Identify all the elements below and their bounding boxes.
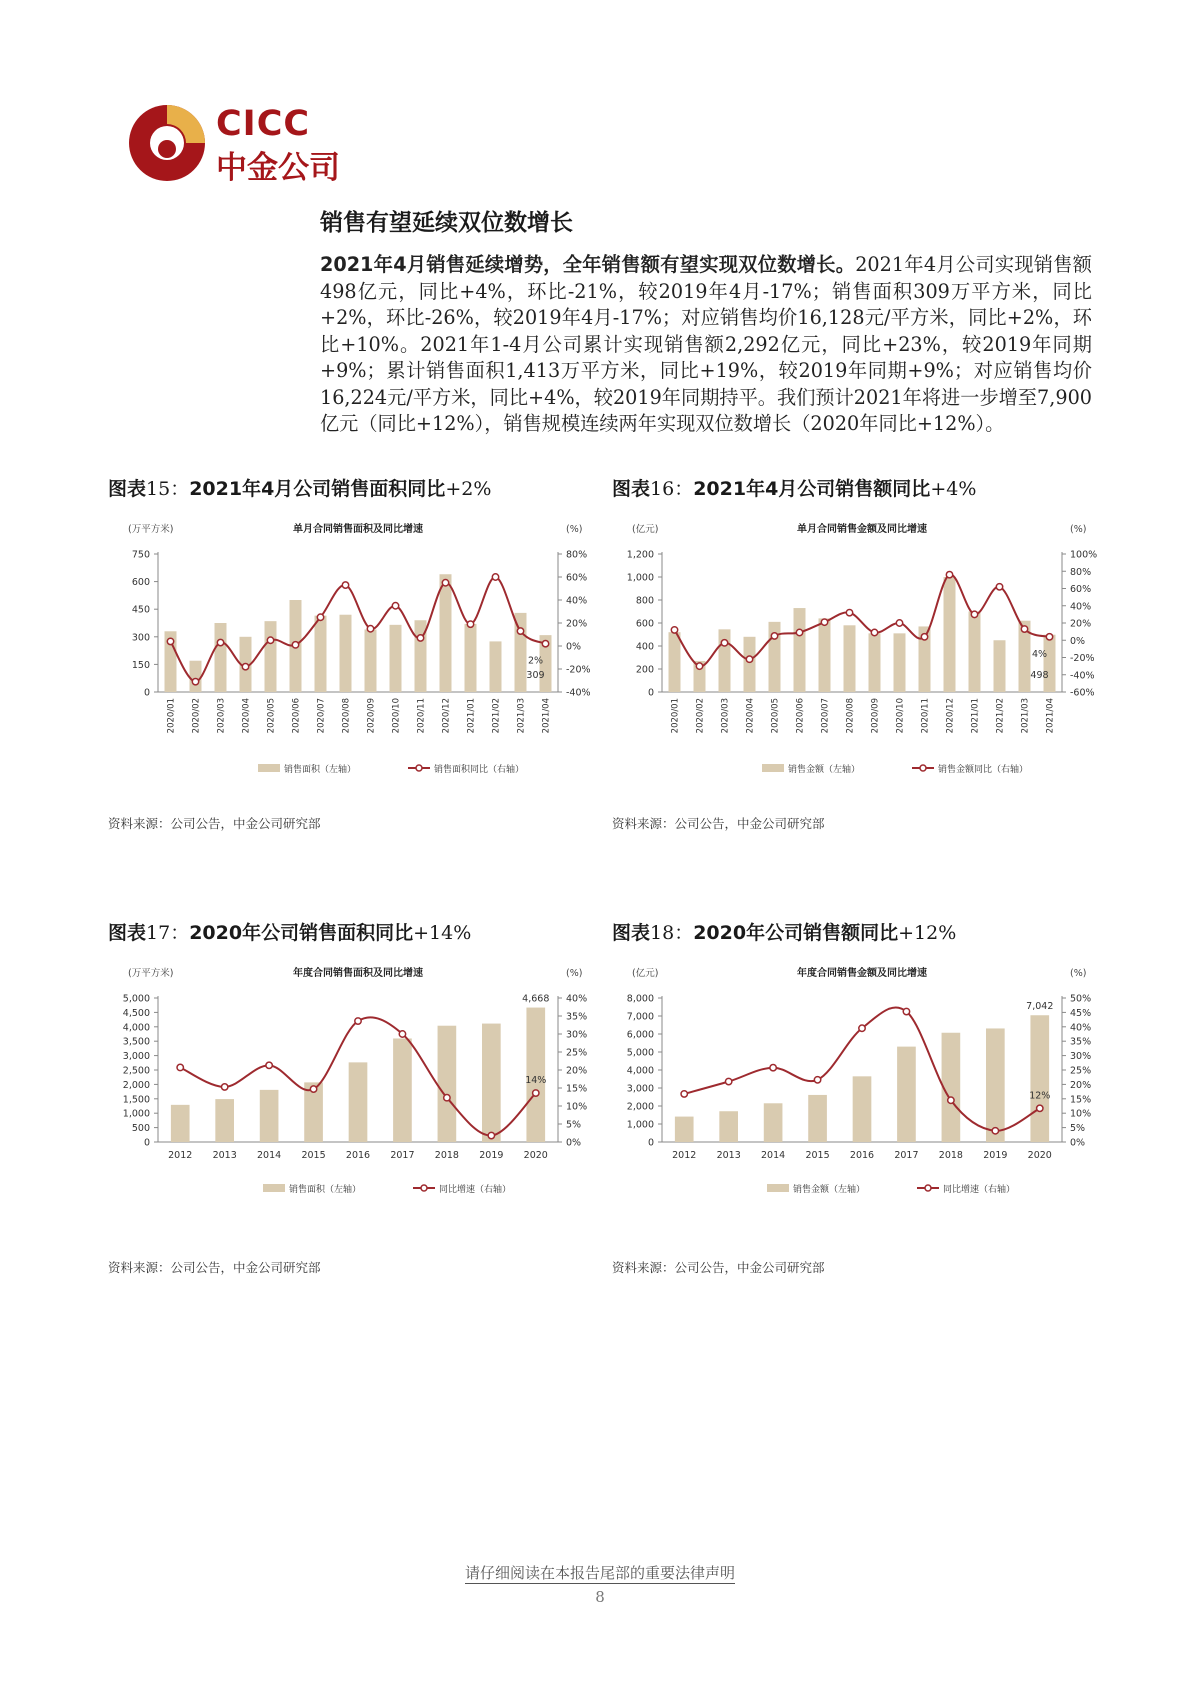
y-tick-label-left: 0: [143, 1137, 150, 1149]
x-tick-label: 2021/04: [1045, 698, 1056, 734]
bar: [438, 1026, 457, 1142]
y-axis-left-label: (万平方米): [128, 524, 174, 535]
y-tick-label-right: -40%: [566, 687, 591, 699]
bar: [944, 577, 956, 692]
y-tick-label-left: 6,000: [626, 1029, 654, 1041]
x-tick-label: 2020/10: [391, 698, 402, 734]
y-axis-left-label: (万平方米): [128, 968, 174, 979]
figure-number: 16：: [650, 478, 694, 500]
figure-caption: 2021年4月公司销售额同比: [693, 478, 931, 500]
line-point: [971, 611, 977, 617]
line-point: [488, 1132, 494, 1138]
line-point: [177, 1064, 183, 1070]
x-tick-label: 2021/02: [491, 698, 502, 734]
legend-bar-label: 销售金额（左轴）: [788, 765, 861, 775]
y-tick-label-right: 0%: [1070, 1137, 1086, 1149]
y-tick-label-right: 20%: [1070, 1079, 1092, 1091]
figure-suffix: +4%: [930, 478, 977, 500]
line-point: [725, 1078, 731, 1084]
x-tick-label: 2012: [168, 1150, 193, 1161]
legend-bar-label: 销售面积（左轴）: [284, 765, 357, 775]
y-tick-label-left: 3,000: [626, 1083, 654, 1095]
x-tick-label: 2020/03: [720, 698, 731, 734]
chart-title: 年度合同销售面积及同比增速: [293, 968, 423, 979]
bar: [869, 633, 881, 692]
x-tick-label: 2020/05: [266, 698, 277, 734]
y-tick-label-left: 1,000: [626, 572, 654, 584]
legend-line-marker: [416, 765, 422, 771]
bar: [994, 640, 1006, 692]
x-tick-label: 2020/01: [166, 698, 177, 734]
section-title: 销售有望延续双位数增长: [320, 210, 573, 236]
y-tick-label-right: 25%: [1070, 1065, 1092, 1077]
bar: [986, 1028, 1005, 1142]
bar: [897, 1047, 916, 1142]
y-tick-label-left: 4,000: [626, 1065, 654, 1077]
x-tick-label: 2018: [938, 1150, 963, 1161]
line-point: [242, 664, 248, 670]
bar: [215, 623, 227, 692]
line-point: [903, 1008, 909, 1014]
y-tick-label-left: 600: [635, 618, 654, 630]
line-point: [746, 656, 752, 662]
y-tick-label-left: 8,000: [626, 993, 654, 1005]
y-tick-label-left: 600: [131, 577, 150, 589]
y-tick-label-left: 750: [131, 549, 150, 561]
bar: [669, 632, 681, 692]
line-point: [442, 580, 448, 586]
bar: [764, 1103, 783, 1142]
bar: [340, 615, 352, 692]
figure-15-source: 资料来源：公司公告，中金公司研究部: [108, 816, 321, 831]
figure-number: 17：: [146, 922, 190, 944]
x-tick-label: 2021/03: [1020, 698, 1031, 734]
x-tick-label: 2020/07: [316, 698, 327, 734]
y-tick-label-left: 2,000: [122, 1079, 150, 1091]
y-tick-label-right: -60%: [1070, 687, 1095, 699]
growth-line: [675, 574, 1050, 666]
y-tick-label-right: 20%: [566, 618, 588, 630]
bar: [844, 625, 856, 692]
y-tick-label-left: 2,500: [122, 1065, 150, 1077]
y-tick-label-right: -40%: [1070, 670, 1095, 682]
x-tick-label: 2015: [301, 1150, 326, 1161]
line-point: [266, 1062, 272, 1068]
line-point: [221, 1084, 227, 1090]
figure-label: 图表: [612, 922, 651, 944]
x-tick-label: 2020/03: [216, 698, 227, 734]
y-tick-label-right: 80%: [566, 549, 588, 561]
line-point: [814, 1077, 820, 1083]
y-axis-left-label: (亿元): [632, 524, 659, 535]
chart-monthly-area: [108, 518, 608, 788]
y-tick-label-left: 500: [131, 1123, 150, 1135]
line-point: [771, 633, 777, 639]
legend-line-label: 销售金额同比（右轴）: [938, 765, 1029, 775]
x-tick-label: 2020/12: [945, 698, 956, 734]
legal-notice: [0, 1562, 1200, 1583]
line-point: [992, 1128, 998, 1134]
x-tick-label: 2021/03: [516, 698, 527, 734]
y-tick-label-left: 4,500: [122, 1007, 150, 1019]
y-tick-label-right: 15%: [566, 1083, 588, 1095]
bar: [265, 621, 277, 692]
data-label: 2%: [527, 655, 544, 667]
x-tick-label: 2021/04: [541, 698, 552, 734]
line-point: [671, 627, 677, 633]
x-tick-label: 2016: [849, 1150, 875, 1161]
figure-caption: 2021年4月公司销售面积同比: [189, 478, 446, 500]
line-point: [192, 678, 198, 684]
bar: [853, 1076, 872, 1142]
x-tick-label: 2020/01: [670, 698, 681, 734]
y-tick-label-right: 0%: [566, 1137, 582, 1149]
y-tick-label-right: 20%: [1070, 618, 1092, 630]
y-tick-label-right: 40%: [566, 595, 588, 607]
data-label: 4,668: [522, 993, 550, 1005]
y-tick-label-right: 15%: [1070, 1094, 1092, 1106]
chart-annual-amount: [612, 962, 1112, 1232]
line-point: [533, 1090, 539, 1096]
line-point: [317, 614, 323, 620]
x-tick-label: 2020/08: [341, 698, 352, 734]
legend-bar-swatch: [263, 1184, 285, 1192]
y-tick-label-left: 1,200: [626, 549, 654, 561]
bar: [440, 574, 452, 692]
y-tick-label-left: 1,500: [122, 1094, 150, 1106]
figure-18-title: [612, 918, 956, 945]
bar: [465, 624, 477, 692]
chart-annual-area: [108, 962, 608, 1232]
x-tick-label: 2020/11: [416, 698, 427, 734]
figure-caption: 2020年公司销售面积同比: [189, 922, 414, 944]
bar: [349, 1062, 368, 1142]
figure-suffix: +2%: [445, 478, 492, 500]
line-point: [217, 639, 223, 645]
line-point: [292, 642, 298, 648]
figure-suffix: +12%: [898, 922, 957, 944]
line-point: [681, 1091, 687, 1097]
x-tick-label: 2017: [390, 1150, 415, 1161]
y-tick-label-left: 450: [131, 604, 150, 616]
x-tick-label: 2019: [479, 1150, 504, 1161]
bar: [719, 1111, 738, 1142]
y-tick-label-right: 80%: [1070, 566, 1092, 578]
y-tick-label-left: 0: [647, 1137, 654, 1149]
bar: [490, 641, 502, 692]
x-tick-label: 2020/09: [366, 698, 377, 734]
y-tick-label-right: 30%: [566, 1029, 588, 1041]
y-axis-right-label: (%): [566, 524, 583, 535]
x-tick-label: 2020/04: [745, 698, 756, 734]
y-tick-label-right: -20%: [1070, 653, 1095, 664]
x-tick-label: 2020/05: [770, 698, 781, 734]
legal-notice-link[interactable]: 请仔细阅读在本报告尾部的重要法律声明: [464, 1564, 735, 1582]
x-tick-label: 2021/01: [466, 698, 477, 734]
y-tick-label-left: 2,000: [626, 1101, 654, 1113]
y-tick-label-left: 5,000: [122, 993, 150, 1005]
bar: [894, 633, 906, 692]
y-axis-right-label: (%): [1070, 968, 1087, 979]
y-tick-label-right: 10%: [566, 1101, 588, 1113]
y-tick-label-right: 40%: [1070, 601, 1092, 613]
bar: [1030, 1015, 1049, 1142]
y-tick-label-left: 3,500: [122, 1036, 150, 1048]
logo-text-cn: 中金公司: [216, 150, 340, 186]
y-tick-label-right: 45%: [1070, 1007, 1092, 1019]
bar: [719, 629, 731, 692]
figure-label: 图表: [108, 922, 147, 944]
legend-bar-label: 销售面积（左轴）: [289, 1185, 362, 1195]
line-point: [871, 629, 877, 635]
figure-15-title: [108, 474, 491, 501]
legend-bar-swatch: [258, 764, 280, 772]
figure-17-title: [108, 918, 471, 945]
bar: [969, 612, 981, 693]
y-tick-label-left: 400: [635, 641, 654, 653]
x-tick-label: 2017: [894, 1150, 919, 1161]
legend-bar-label: 销售金额（左轴）: [793, 1185, 866, 1195]
y-axis-right-label: (%): [566, 968, 583, 979]
line-point: [444, 1095, 450, 1101]
line-point: [342, 582, 348, 588]
x-tick-label: 2020/10: [895, 698, 906, 734]
line-point: [167, 638, 173, 644]
growth-line: [171, 577, 546, 682]
bar: [315, 616, 327, 692]
figure-caption: 2020年公司销售额同比: [693, 922, 899, 944]
line-point: [946, 572, 952, 578]
x-tick-label: 2021/02: [995, 698, 1006, 734]
data-label: 12%: [1029, 1090, 1051, 1102]
line-point: [696, 663, 702, 669]
figure-17-source: 资料来源：公司公告，中金公司研究部: [108, 1260, 321, 1275]
y-tick-label-right: 40%: [1070, 1022, 1092, 1034]
bar: [190, 661, 202, 692]
bar: [808, 1095, 827, 1142]
y-tick-label-right: 5%: [1070, 1123, 1086, 1135]
line-point: [1037, 1105, 1043, 1111]
figure-16-source: 资料来源：公司公告，中金公司研究部: [612, 816, 825, 831]
x-tick-label: 2020/06: [291, 698, 302, 734]
line-point: [267, 637, 273, 643]
line-point: [355, 1018, 361, 1024]
legend-line-marker: [421, 1185, 427, 1191]
legend-line-marker: [920, 765, 926, 771]
line-point: [859, 1025, 865, 1031]
y-tick-label-right: 50%: [1070, 993, 1092, 1005]
line-point: [796, 629, 802, 635]
y-tick-label-left: 1,000: [626, 1119, 654, 1131]
x-tick-label: 2015: [805, 1150, 830, 1161]
figure-16-title: [612, 474, 976, 501]
legend-line-label: 同比增速（右轴）: [943, 1185, 1016, 1195]
line-point: [846, 609, 852, 615]
body-paragraph: [320, 252, 1092, 438]
y-tick-label-left: 200: [635, 664, 654, 676]
cicc-logo: [124, 100, 344, 190]
x-tick-label: 2019: [983, 1150, 1008, 1161]
line-point: [1021, 626, 1027, 632]
x-tick-label: 2020/12: [441, 698, 452, 734]
y-tick-label-left: 0: [647, 687, 654, 699]
chart-title: 单月合同销售金额及同比增速: [797, 524, 927, 535]
line-point: [921, 634, 927, 640]
x-tick-label: 2013: [716, 1150, 741, 1161]
bar: [744, 637, 756, 692]
y-tick-label-right: 100%: [1070, 549, 1098, 561]
x-tick-label: 2013: [212, 1150, 237, 1161]
figure-label: 图表: [612, 478, 651, 500]
y-tick-label-left: 3,000: [122, 1051, 150, 1063]
figure-label: 图表: [108, 478, 147, 500]
body-lead: 2021年4月销售延续增势，全年销售额有望实现双位数增长。: [320, 253, 856, 276]
data-label: 14%: [525, 1075, 547, 1087]
x-tick-label: 2016: [345, 1150, 371, 1161]
bar: [675, 1117, 694, 1142]
y-tick-label-right: 35%: [566, 1011, 588, 1023]
chart-title: 单月合同销售面积及同比增速: [293, 524, 423, 535]
figure-suffix: +14%: [413, 922, 472, 944]
body-text: 2021年4月公司实现销售额498亿元，同比+4%，环比-21%，较2019年4月-17%；销售面积309万平方米，同比+2%，环比-26%，较2019年4月-17%；对应销售均价16,128元/平方米，同比+2%，环比+10%。2021年1-4月公司累计实现销售额2,292亿元，同比+23%，较2019年同期+9%；累计销售面积1,413万平方米，同比+19%，较2019年同期+9%；对应销售均价16,224元/平方米，同比+4%，较2019年同期持平。我们预计2021年将进一步增至7,900亿元（同比+12%），销售规模连续两年实现双位数增长（2020年同比+12%）。: [320, 253, 1092, 435]
y-tick-label-right: 30%: [1070, 1051, 1092, 1063]
line-point: [996, 584, 1002, 590]
bar: [794, 608, 806, 692]
y-tick-label-right: 0%: [1070, 635, 1086, 647]
y-tick-label-left: 7,000: [626, 1011, 654, 1023]
x-tick-label: 2012: [672, 1150, 697, 1161]
page-number: 8: [595, 1588, 605, 1606]
y-tick-label-left: 5,000: [626, 1047, 654, 1059]
y-tick-label-left: 4,000: [122, 1022, 150, 1034]
line-point: [492, 574, 498, 580]
legend-line-label: 同比增速（右轴）: [439, 1185, 512, 1195]
data-label: 4%: [1031, 648, 1048, 660]
y-tick-label-left: 0: [143, 687, 150, 699]
line-point: [517, 628, 523, 634]
y-tick-label-left: 1,000: [122, 1108, 150, 1120]
y-tick-label-right: 5%: [566, 1119, 582, 1131]
y-tick-label-right: 0%: [566, 641, 582, 653]
x-tick-label: 2020/08: [845, 698, 856, 734]
y-tick-label-left: 300: [131, 632, 150, 644]
line-point: [721, 640, 727, 646]
x-tick-label: 2020/06: [795, 698, 806, 734]
y-tick-label-right: 25%: [566, 1047, 588, 1059]
x-tick-label: 2020/02: [191, 698, 202, 734]
data-label: 309: [526, 670, 545, 681]
logo-text-en: CICC: [216, 104, 311, 144]
legend-bar-swatch: [767, 1184, 789, 1192]
line-point: [367, 626, 373, 632]
line-point: [392, 603, 398, 609]
bar: [260, 1090, 279, 1142]
bar: [171, 1105, 190, 1142]
x-tick-label: 2014: [257, 1150, 282, 1161]
line-point: [821, 619, 827, 625]
y-axis-right-label: (%): [1070, 524, 1087, 535]
figure-number: 15：: [146, 478, 190, 500]
line-point: [399, 1031, 405, 1037]
x-tick-label: 2021/01: [970, 698, 981, 734]
bar: [819, 618, 831, 692]
line-point: [467, 621, 473, 627]
line-point: [896, 620, 902, 626]
line-point: [310, 1086, 316, 1092]
bar: [393, 1038, 412, 1142]
bar: [482, 1024, 501, 1142]
x-tick-label: 2020/02: [695, 698, 706, 734]
line-point: [542, 641, 548, 647]
y-axis-left-label: (亿元): [632, 968, 659, 979]
chart-monthly-amount: [612, 518, 1112, 788]
y-tick-label-right: 20%: [566, 1065, 588, 1077]
x-tick-label: 2020/04: [241, 698, 252, 734]
x-tick-label: 2020/11: [920, 698, 931, 734]
line-point: [417, 635, 423, 641]
y-tick-label-right: 60%: [1070, 584, 1092, 595]
legend-line-label: 销售面积同比（右轴）: [434, 765, 525, 775]
bar: [390, 625, 402, 692]
y-tick-label-right: 40%: [566, 993, 588, 1005]
x-tick-label: 2018: [434, 1150, 459, 1161]
x-tick-label: 2020: [523, 1150, 548, 1161]
data-label: 498: [1030, 670, 1049, 681]
line-point: [948, 1097, 954, 1103]
figure-number: 18：: [650, 922, 694, 944]
bar: [215, 1099, 234, 1142]
cicc-emblem-icon: [124, 100, 210, 186]
line-point: [1046, 634, 1052, 640]
y-tick-label-right: 10%: [1070, 1108, 1092, 1120]
x-tick-label: 2020/09: [870, 698, 881, 734]
x-tick-label: 2020: [1027, 1150, 1052, 1161]
data-label: 7,042: [1026, 1001, 1054, 1013]
bar: [1044, 635, 1056, 692]
bar: [365, 629, 377, 692]
legend-line-marker: [925, 1185, 931, 1191]
figure-18-source: 资料来源：公司公告，中金公司研究部: [612, 1260, 825, 1275]
y-tick-label-left: 800: [635, 595, 654, 607]
line-point: [770, 1064, 776, 1070]
legend-bar-swatch: [762, 764, 784, 772]
y-tick-label-right: -20%: [566, 664, 591, 676]
y-tick-label-left: 150: [131, 659, 150, 671]
y-tick-label-right: 60%: [566, 572, 588, 584]
x-tick-label: 2014: [761, 1150, 786, 1161]
x-tick-label: 2020/07: [820, 698, 831, 734]
y-tick-label-right: 35%: [1070, 1036, 1092, 1048]
chart-title: 年度合同销售金额及同比增速: [797, 968, 927, 979]
